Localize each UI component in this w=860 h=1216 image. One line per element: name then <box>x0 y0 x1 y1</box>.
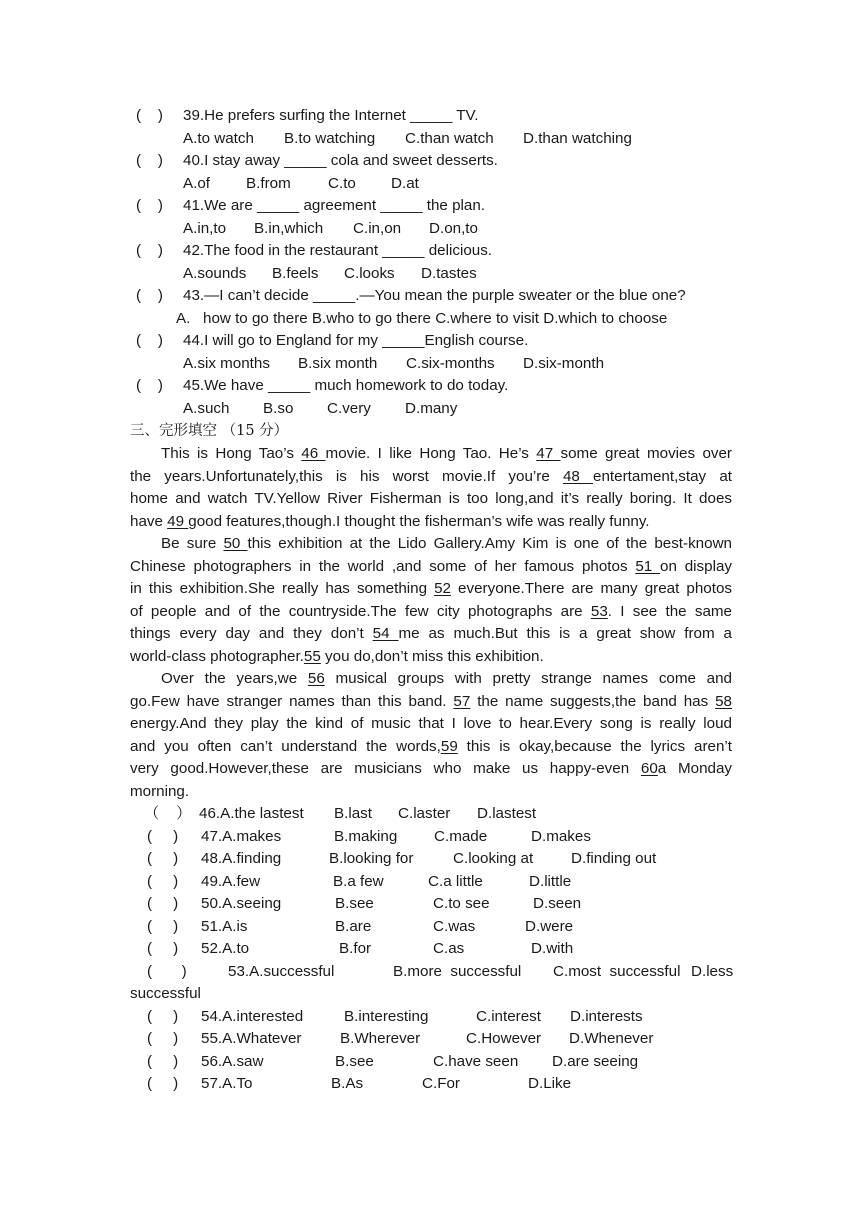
answer-paren: ( ) <box>136 107 163 124</box>
option: D.Like <box>528 1075 572 1092</box>
option: D.seen <box>533 895 582 912</box>
passage-line: go.Few have stranger names than this band. 57 the name suggests,the band has 58 <box>130 693 732 710</box>
option: A.sounds <box>183 265 247 282</box>
option: C.interest <box>476 1008 541 1025</box>
question-stem: 42.The food in the restaurant _____ delicious. <box>183 242 493 259</box>
option: C.laster <box>398 805 451 822</box>
option: A.in,to <box>183 220 227 237</box>
passage-line: in this exhibition.She really has something 52 everyone.There are many great photos <box>130 580 732 597</box>
option: A.of <box>183 175 211 192</box>
option: D.than watching <box>523 130 632 147</box>
blank-number: 58 <box>715 693 732 710</box>
answer-paren: ( ) <box>136 287 163 304</box>
option: C.have seen <box>433 1053 519 1070</box>
question-stem: 39.He prefers surfing the Internet _____ TV. <box>183 107 479 124</box>
answer-paren: ( ) <box>147 1053 179 1070</box>
option: D.many <box>405 400 458 417</box>
passage-line: things every day and they don’t 54 me as much.But this is a great show from a <box>130 625 732 642</box>
blank-number: 49 <box>167 513 189 530</box>
option: C.than watch <box>405 130 494 147</box>
option: B.see <box>335 895 374 912</box>
blank-number: 56 <box>307 670 325 687</box>
answer-paren: ( ) <box>147 940 179 957</box>
option: B.see <box>335 1053 374 1070</box>
option: C.to <box>328 175 356 192</box>
option: C.most successful <box>553 963 681 980</box>
blank-number: 53 <box>590 603 608 620</box>
question-stem: 44.I will go to England for my _____English course. <box>183 332 529 349</box>
question-stem: 41.We are _____ agreement _____ the plan. <box>183 197 486 214</box>
option: D.lastest <box>477 805 537 822</box>
question-stem: 40.I stay away _____ cola and sweet desserts. <box>183 152 498 169</box>
blank-number: 51 <box>635 558 661 575</box>
option: D.tastes <box>421 265 477 282</box>
answer-paren: ( ) <box>147 963 187 980</box>
option: C.very <box>327 400 371 417</box>
option: B.six month <box>298 355 378 372</box>
blank-number: 55 <box>303 648 321 665</box>
option: B.interesting <box>344 1008 429 1025</box>
answer-paren: ( ) <box>147 1030 179 1047</box>
passage-line: world-class photographer.55 you do,don’t miss this exhibition. <box>130 648 544 665</box>
answer-paren: ( ) <box>136 197 163 214</box>
section-heading: 三、完形填空 （15 分） <box>130 423 289 439</box>
option: D.little <box>529 873 572 890</box>
options-line: A. how to go there B.who to go there C.where to visit D.which to choose <box>176 310 668 327</box>
passage-line: This is Hong Tao’s 46 movie. I like Hong Tao. He’s 47 some great movies over <box>161 445 732 462</box>
option: B.looking for <box>329 850 414 867</box>
option: D.were <box>525 918 574 935</box>
option: C.as <box>433 940 465 957</box>
option: 48.A.finding <box>201 850 282 867</box>
passage-line: Be sure 50 this exhibition at the Lido Gallery.Amy Kim is one of the best-known <box>161 535 732 552</box>
option: B.making <box>334 828 398 845</box>
passage-line: morning. <box>130 783 190 800</box>
option: D.at <box>391 175 419 192</box>
passage-line: and you often can’t understand the words,59 this is okay,because the lyrics aren’t <box>130 738 732 755</box>
passage-line: the years.Unfortunately,this is his worst movie.If you’re 48 entertament,stay at <box>130 468 732 485</box>
blank-number: 46 <box>301 445 326 462</box>
passage-line: of people and of the countryside.The few city photographs are 53. I see the same <box>130 603 733 620</box>
option: C.six-months <box>406 355 495 372</box>
blank-number: 57 <box>453 693 471 710</box>
option: C.looks <box>344 265 395 282</box>
option: B.to watching <box>284 130 376 147</box>
answer-paren: ( ) <box>136 152 163 169</box>
option: C.a little <box>428 873 483 890</box>
option: D.six-month <box>523 355 605 372</box>
option: 55.A.Whatever <box>201 1030 302 1047</box>
option: C.to see <box>433 895 490 912</box>
option: A.such <box>183 400 230 417</box>
question-stem: 45.We have _____ much homework to do today. <box>183 377 509 394</box>
answer-paren: ( ) <box>136 332 163 349</box>
option: A.six months <box>183 355 270 372</box>
option: A.to watch <box>183 130 254 147</box>
option: B.in,which <box>254 220 324 237</box>
option: C.However <box>466 1030 542 1047</box>
passage-line: have 49 good features,though.I thought the fisherman’s wife was really funny. <box>130 513 650 530</box>
option: 50.A.seeing <box>201 895 282 912</box>
option: B.feels <box>272 265 319 282</box>
option: D.less <box>691 963 734 980</box>
question-stem: 43.—I can’t decide _____.—You mean the purple sweater or the blue one? <box>183 287 686 304</box>
option: B.so <box>263 400 294 417</box>
answer-paren: ( ) <box>147 1008 179 1025</box>
passage-line: Over the years,we 56 musical groups with pretty strange names come and <box>161 670 732 687</box>
option: 54.A.interested <box>201 1008 304 1025</box>
blank-number: 59 <box>440 738 458 755</box>
blank-number: 54 <box>372 625 399 642</box>
option: 53.A.successful <box>228 963 335 980</box>
option: C.in,on <box>353 220 402 237</box>
option: B.more successful <box>393 963 522 980</box>
option: B.Wherever <box>340 1030 421 1047</box>
option: 46.A.the lastest <box>199 805 304 822</box>
blank-number: 60 <box>640 760 658 777</box>
option: B.are <box>335 918 372 935</box>
option: D.finding out <box>571 850 657 867</box>
option: B.last <box>334 805 372 822</box>
blank-number: 52 <box>434 580 451 597</box>
passage-line: Chinese photographers in the world ,and some of her famous photos 51 on display <box>130 558 732 575</box>
option: D.with <box>531 940 574 957</box>
passage-line: home and watch TV.Yellow River Fisherman is too long,and it’s really boring. It does <box>130 490 732 507</box>
passage-line: very good.However,these are musicians who make us happy-even 60a Monday <box>130 760 733 777</box>
answer-paren: ( ) <box>147 873 179 890</box>
option: D.are seeing <box>552 1053 639 1070</box>
answer-paren: （ ） <box>144 805 192 822</box>
answer-paren: ( ) <box>147 828 179 845</box>
blank-number: 47 <box>536 445 561 462</box>
option-wrap: successful <box>130 985 201 1002</box>
option: C.looking at <box>453 850 534 867</box>
option: 51.A.is <box>201 918 248 935</box>
option: 52.A.to <box>201 940 250 957</box>
option: 57.A.To <box>201 1075 253 1092</box>
blank-number: 50 <box>223 535 248 552</box>
option: B.As <box>331 1075 364 1092</box>
answer-paren: ( ) <box>136 242 163 259</box>
option: 47.A.makes <box>201 828 282 845</box>
option: B.a few <box>333 873 384 890</box>
answer-paren: ( ) <box>136 377 163 394</box>
option: C.For <box>422 1075 460 1092</box>
answer-paren: ( ) <box>147 895 179 912</box>
passage-line: energy.And they play the kind of music that I love to hear.Every song is really loud <box>130 715 732 732</box>
option: C.made <box>434 828 488 845</box>
option: 56.A.saw <box>201 1053 264 1070</box>
blank-number: 48 <box>562 468 594 485</box>
option: 49.A.few <box>201 873 261 890</box>
answer-paren: ( ) <box>147 850 179 867</box>
option: D.on,to <box>429 220 478 237</box>
option: D.makes <box>531 828 591 845</box>
option: D.Whenever <box>569 1030 654 1047</box>
option: C.was <box>433 918 476 935</box>
option: B.for <box>339 940 372 957</box>
answer-paren: ( ) <box>147 918 179 935</box>
option: D.interests <box>570 1008 643 1025</box>
option: B.from <box>246 175 291 192</box>
answer-paren: ( ) <box>147 1075 179 1092</box>
